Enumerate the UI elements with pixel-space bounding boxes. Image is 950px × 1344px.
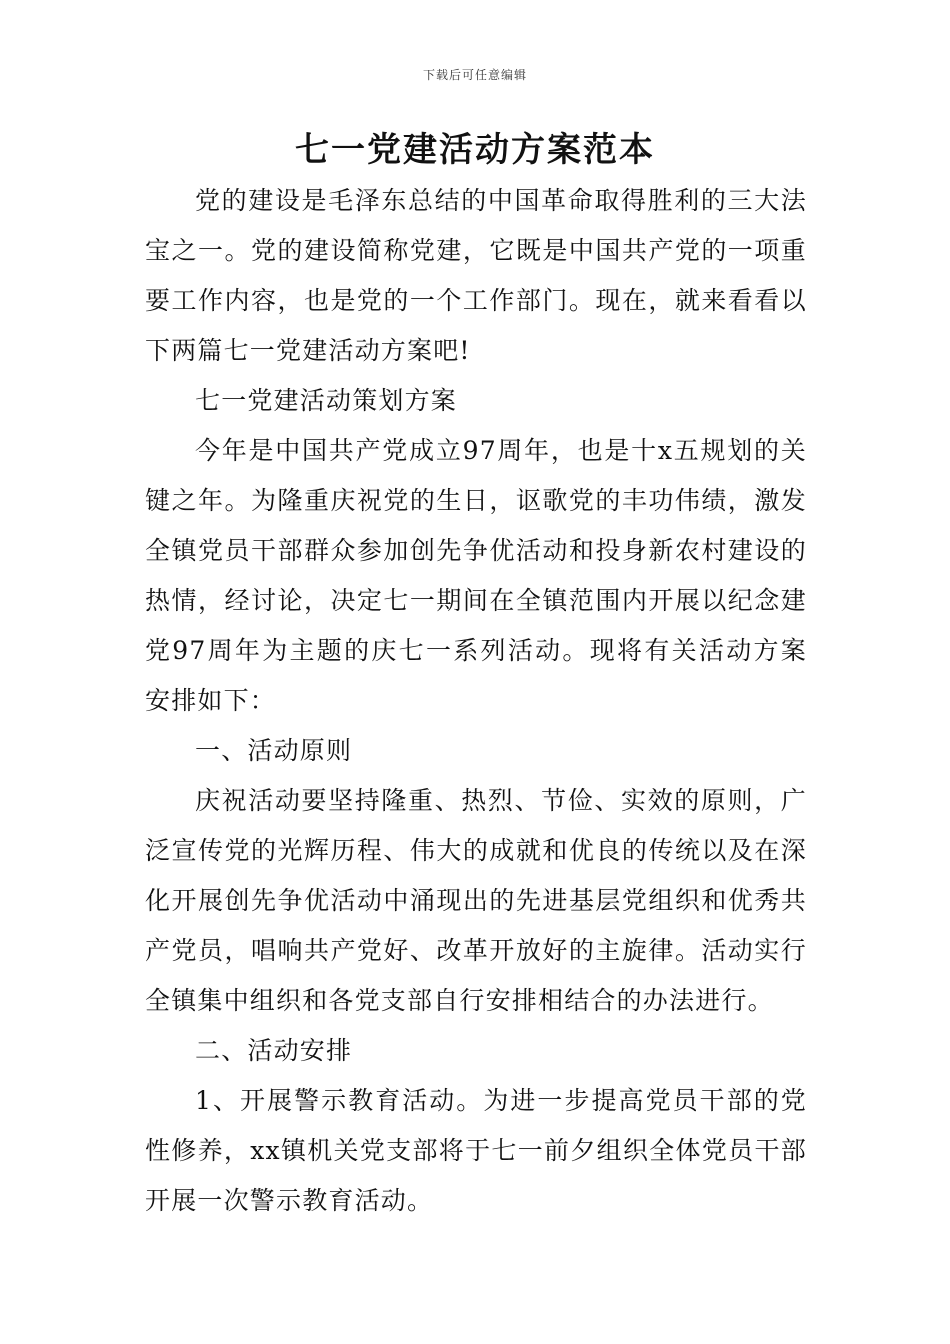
background-paragraph: 今年是中国共产党成立97周年，也是十x五规划的关键之年。为隆重庆祝党的生日，讴歌党的丰功伟绩，激发全镇党员干部群众参加创先争优活动和投身新农村建设的热情，经讨论，决定七一期间在全镇范围内开展以纪念建党97周年为主题的庆七一系列活动。现将有关活动方案安排如下： <box>145 436 807 715</box>
section-heading-principles: 一、活动原则 <box>195 736 353 765</box>
principles-paragraph: 庆祝活动要坚持隆重、热烈、节俭、实效的原则，广泛宣传党的光辉历程、伟大的成就和优良的传统以及在深化开展创先争优活动中涌现出的先进基层党组织和优秀共产党员，唱响共产党好、改革开放好的主旋律。活动实行全镇集中组织和各党支部自行安排相结合的办法进行。 <box>145 786 807 1015</box>
arrangement-item-1: 1、开展警示教育活动。为进一步提高党员干部的党性修养，xx镇机关党支部将于七一前夕组织全体党员干部开展一次警示教育活动。 <box>145 1086 807 1215</box>
section-heading-plan: 七一党建活动策划方案 <box>195 386 458 415</box>
intro-paragraph: 党的建设是毛泽东总结的中国革命取得胜利的三大法宝之一。党的建设简称党建，它既是中国共产党的一项重要工作内容，也是党的一个工作部门。现在，就来看看以下两篇七一党建活动方案吧! <box>145 186 807 365</box>
document-body <box>145 176 807 1226</box>
document-title: 七一党建活动方案范本 <box>295 130 655 170</box>
section-heading-arrangements: 二、活动安排 <box>195 1036 353 1065</box>
header-note: 下载后可任意编辑 <box>422 68 527 82</box>
